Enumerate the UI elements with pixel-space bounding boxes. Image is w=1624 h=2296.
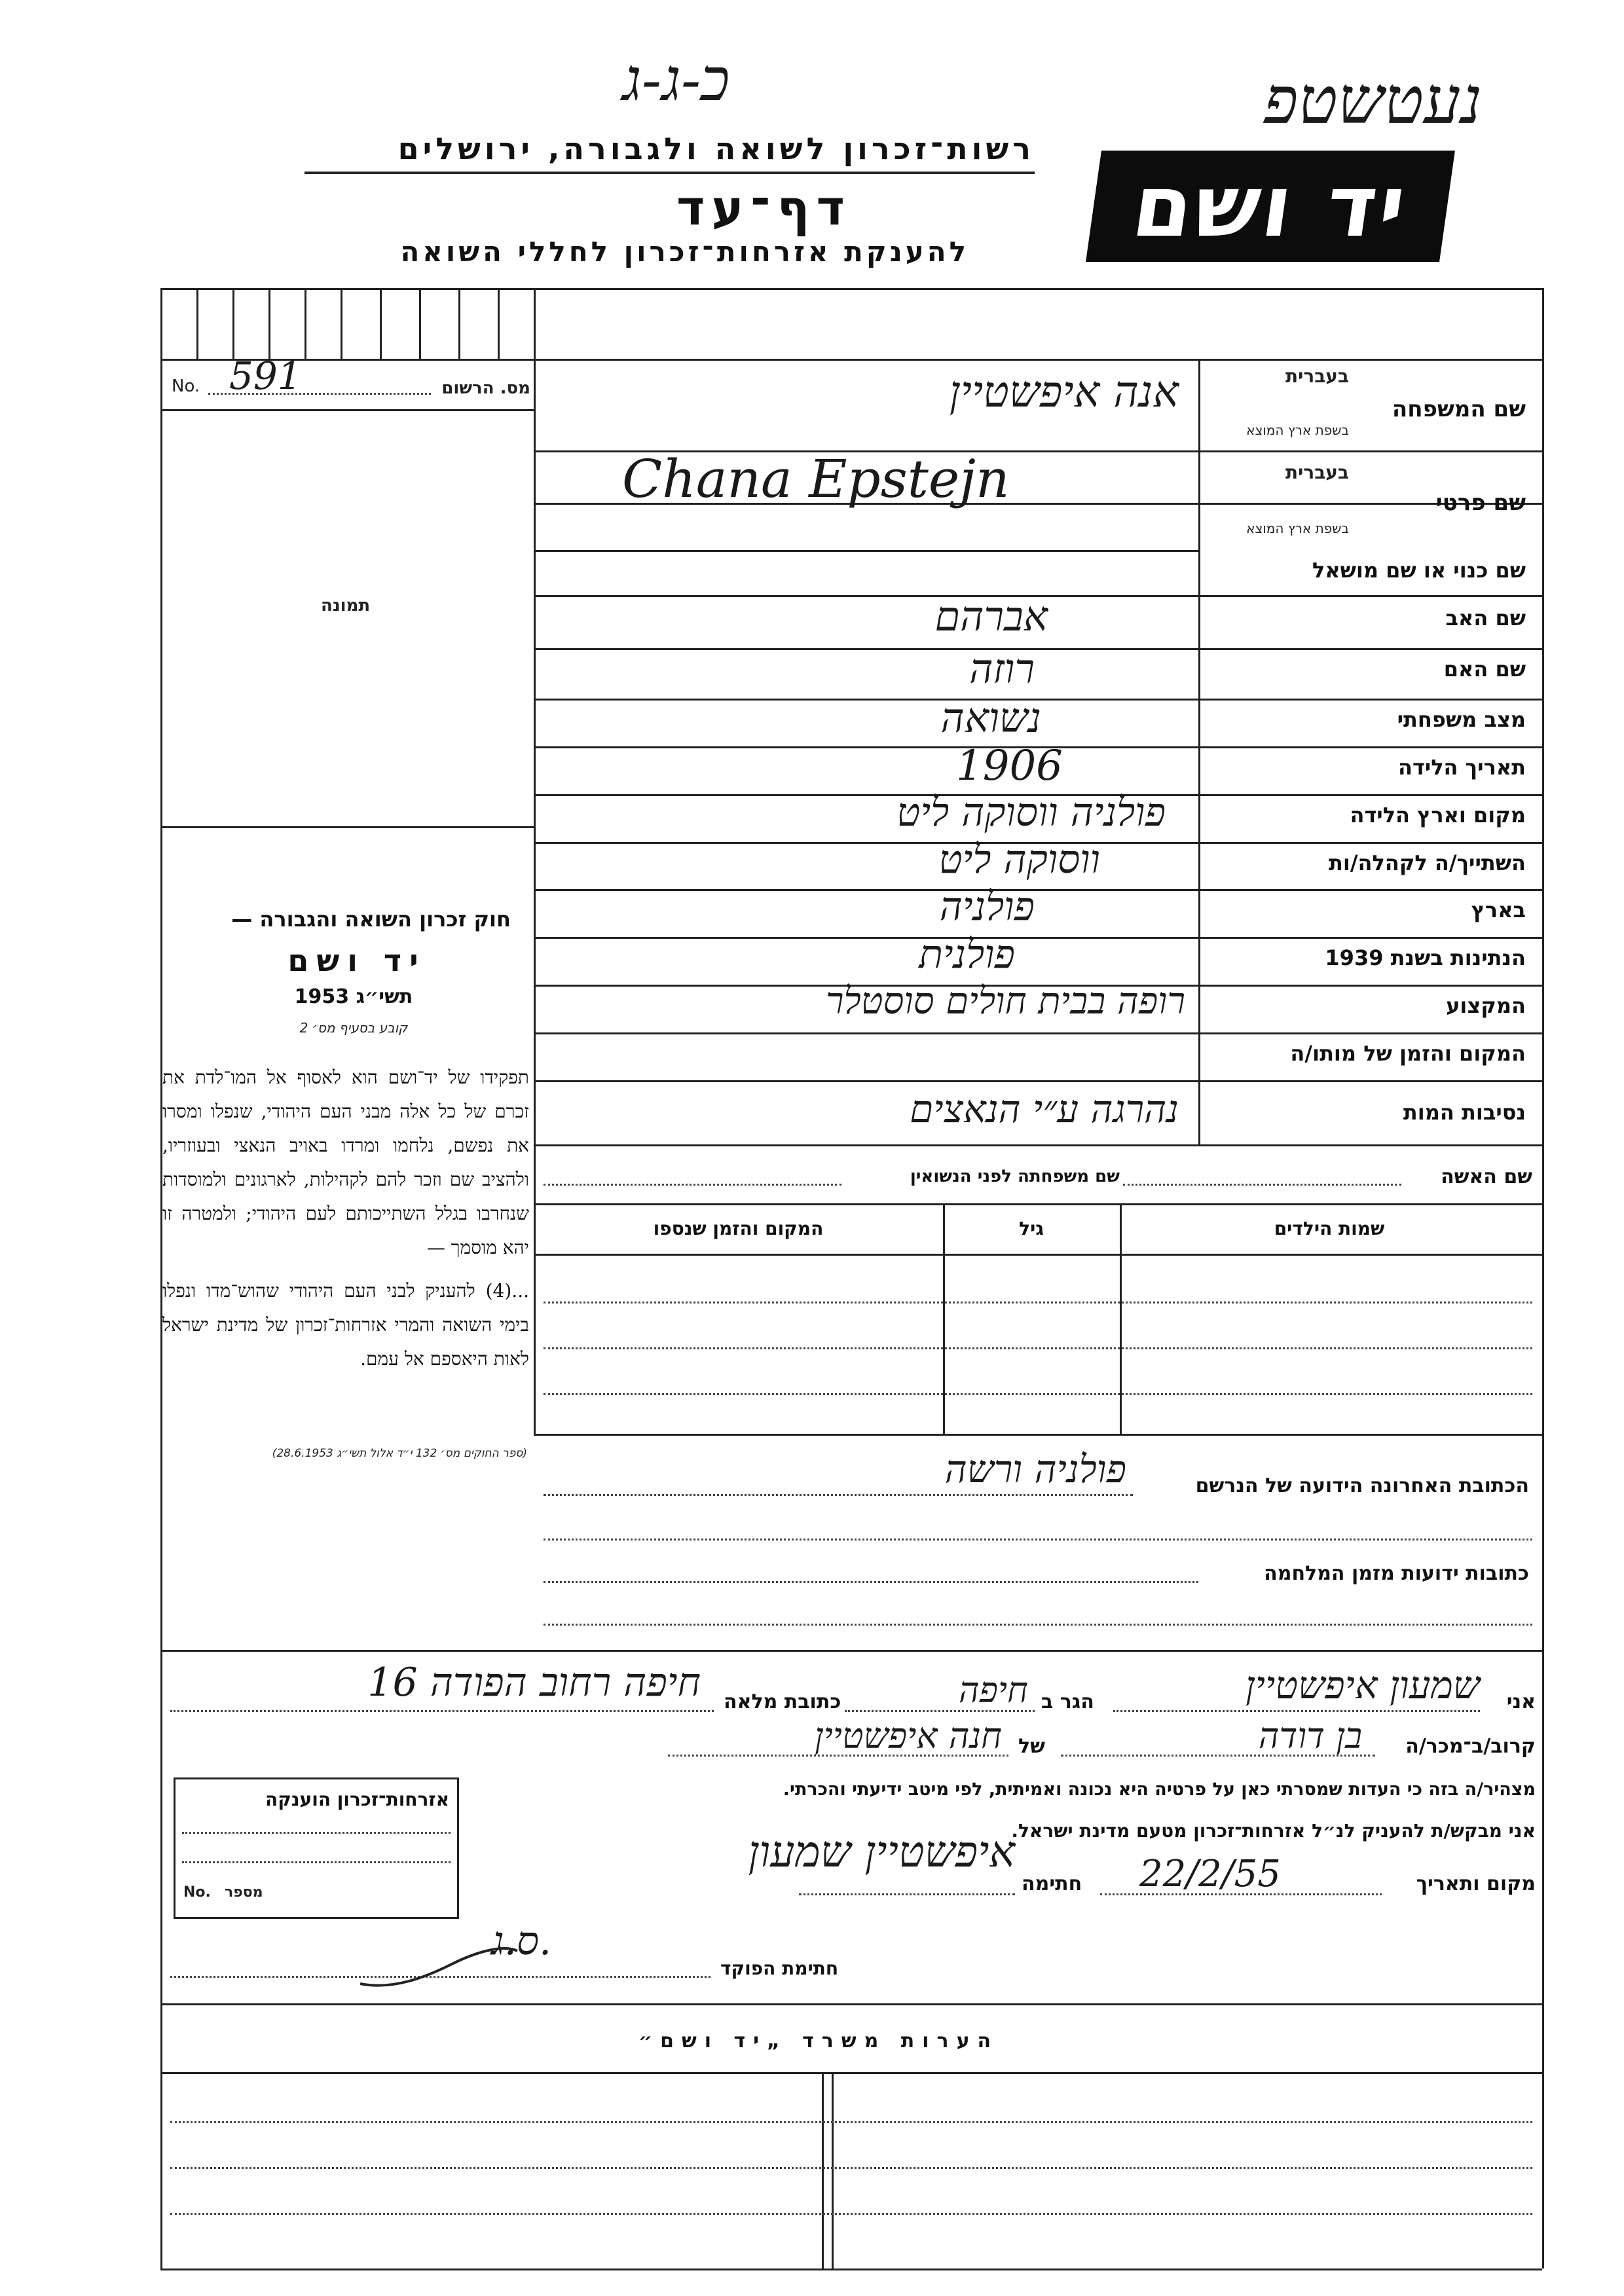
family-name-sub-origin: בשפת ארץ המוצא [1246, 422, 1349, 438]
wife-label: שם האשה [1441, 1165, 1532, 1188]
place-date-value: 22/2/55 [1139, 1853, 1281, 1895]
children-place-header: המקום והזמן שנספו [653, 1218, 824, 1239]
last-address-value: פולניה ורשה [944, 1447, 1126, 1491]
community-label: השתייך/ה לקהלה/ות [1328, 850, 1526, 875]
profession-label: המקצוע [1446, 993, 1526, 1018]
form-title: דף־עד [676, 180, 851, 236]
children-names-header: שמות הילדים [1274, 1218, 1385, 1239]
country-value: פולניה [939, 884, 1035, 930]
marital-status-value: נשואה [940, 694, 1041, 742]
marital-status-label: מצב משפחתי [1397, 707, 1526, 732]
family-name-label: שם המשפחה [1392, 396, 1526, 422]
law-footnote: (ספר החוקים מס׳ 132 י״ד אלול תשי״ג 28.6.1953) [272, 1447, 527, 1460]
mother-name-label: שם האם [1443, 657, 1526, 682]
of-label: של [1018, 1735, 1045, 1758]
birth-place-label: מקום וארץ הלידה [1350, 803, 1526, 828]
citizenship-1939-label: הנתינות בשנת 1939 [1325, 945, 1526, 970]
citizenship-box-number-label: מספר [225, 1884, 263, 1901]
law-heading: חוק זכרון השואה והגבורה — [231, 907, 511, 932]
law-text [162, 1061, 529, 1376]
father-name-label: שם האב [1445, 606, 1526, 630]
declarant-address: חיפה רחוב הפודה 16 [367, 1660, 701, 1705]
photo-label: תמונה [321, 596, 371, 615]
place-date-label: מקום ותאריך [1416, 1872, 1536, 1895]
birth-place-value: פולניה ווסוקה ליט [896, 790, 1166, 835]
office-notes-title: הערות משרד „יד ושם״ [638, 2030, 999, 2052]
registration-number: 591 [229, 354, 302, 398]
registration-label: מס. הרשום [441, 378, 530, 398]
law-name: יד ושם [287, 943, 426, 978]
first-name-label: שם פרטי [1435, 490, 1526, 516]
country-label: בארץ [1471, 898, 1526, 922]
declarant-city: חיפה [958, 1669, 1028, 1711]
mother-name-value: רוזה [969, 645, 1035, 693]
law-paragraph-1: תפקידו של יד־ושם הוא לאסוף אל המו־לדת את זכרם של כל אלה מבני העם היהודי, שנפלו ומסרו את נפשם, נלחמו ומרדו באויב הנאצי ובעוזריו, ולהציב שם וזכר להם לקהילות, לארגונים ולמוסדות שנחרבו בגלל השתייכותם לעם היהודי; ולמטרה זו יהא מוסמך — [162, 1066, 529, 1258]
relation-label: קרוב/ב־מכר/ה [1405, 1735, 1536, 1758]
form-subtitle: להענקת אזרחות־זכרון לחללי השואה [400, 236, 969, 268]
declarant-signature: איפשטיין שמעון [748, 1827, 1015, 1877]
last-address-label: הכתובת האחרונה הידועה של הנרשם [1195, 1474, 1529, 1497]
of-name: חנה איפשטיין [814, 1715, 1002, 1757]
father-name-value: אברהם [934, 592, 1048, 640]
declarant-name: שמעון איפשטיין [1245, 1663, 1480, 1707]
top-left-code: כ-ג-ג [622, 46, 730, 115]
birth-date-value: 1906 [956, 742, 1063, 790]
birth-date-label: תאריך הלידה [1397, 755, 1526, 780]
citizenship-box-title: אזרחות־זכרון הוענקה [265, 1789, 449, 1810]
death-circumstances-value: נהרגה ע״י הנאצים [910, 1087, 1179, 1131]
community-value: ווסוקה ליט [938, 837, 1100, 883]
signature-label: חתימה [1022, 1872, 1082, 1895]
death-place-time-label: המקום והזמן של מותו/ה [1290, 1041, 1526, 1066]
first-name-sub-hebrew: בעברית [1285, 462, 1349, 483]
request-text: אני מבקש/ת להעניק לנ״ל אזרחות־זכרון מטעם מדינת ישראל. [1011, 1820, 1536, 1842]
officer-signature-flourish [354, 1938, 524, 1997]
resides-label: הגר ב [1041, 1690, 1094, 1713]
declaration-text: מצהיר/ה בזה כי העדות שמסרתי כאן על פרטיה היא נכונה ואמיתית, לפי מיטב ידיעתי והכרתי. [783, 1779, 1536, 1800]
law-section: קובע בסעיף מס׳ 2 [299, 1020, 408, 1036]
profession-value: רופה בבית חולים סוסטלר [825, 980, 1185, 1023]
citizenship-1939-value: פולנית [919, 932, 1015, 977]
declarant-i-label: אני [1506, 1690, 1536, 1713]
war-addresses-label: כתובות ידועות מזמן המלחמה [1264, 1562, 1529, 1585]
authority-line: רשות־זכרון לשואה ולגבורה, ירושלים [397, 131, 1035, 166]
officer-signature: ס.ג. [491, 1918, 552, 1964]
death-circumstances-label: נסיבות המות [1403, 1100, 1526, 1125]
citizenship-box-no: No. [183, 1884, 211, 1901]
first-name-sub-origin: בשפת ארץ המוצא [1246, 520, 1349, 536]
yad-vashem-logo: יד ושם [1086, 151, 1455, 262]
relation-value: בן דודה [1258, 1715, 1362, 1757]
law-paragraph-2: ...(4) להעניק לבני העם היהודי שהוש־מדו ונפלו בימי השואה והמרי אזרחות־זכרון של מדינת ישראל לאות היאספם אל עמם. [162, 1280, 529, 1370]
wife-maiden-label: שם משפחתה לפני הנשואין [910, 1167, 1120, 1186]
registration-no-prefix: No. [172, 376, 200, 396]
family-name-value: אנה איפשטיין [949, 367, 1179, 417]
alias-label: שם כנוי או שם מושאל [1312, 558, 1526, 583]
law-year: תשי״ג 1953 [294, 985, 413, 1008]
first-name-value: Chana Epstejn [622, 448, 1010, 509]
family-name-sub-hebrew: בעברית [1285, 365, 1349, 387]
citizenship-granted-box [174, 1777, 459, 1919]
children-age-header: גיל [1019, 1218, 1044, 1239]
officer-signature-label: חתימת הפוקד [720, 1958, 839, 1979]
full-address-label: כתובת מלאה [724, 1690, 841, 1713]
top-right-code: נעטשטפ [1264, 62, 1483, 139]
